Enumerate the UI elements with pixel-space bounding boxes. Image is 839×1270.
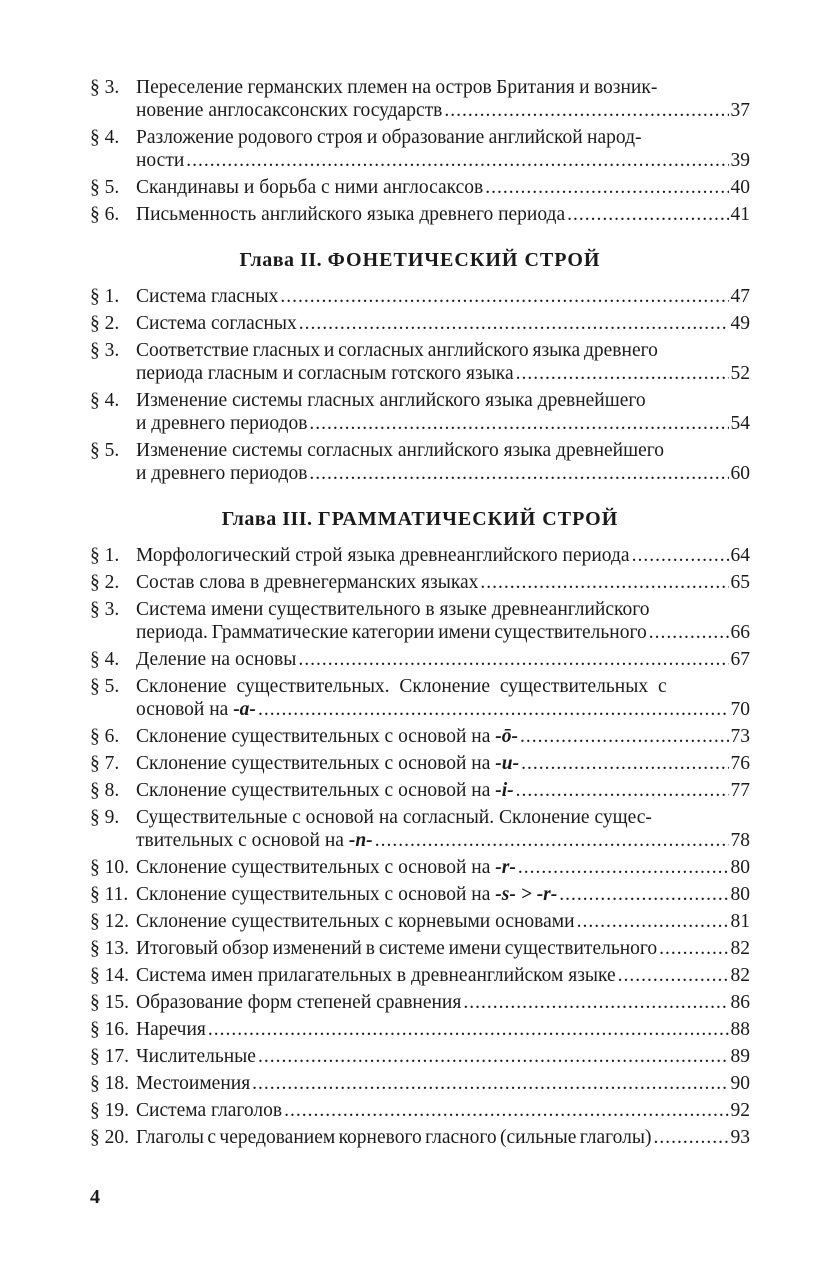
toc-entry xyxy=(90,752,750,775)
section-number: § 13. xyxy=(90,938,129,959)
chapter-label: Глава II. xyxy=(239,249,323,271)
chapter-label: Глава III. xyxy=(221,508,313,530)
stem-marker: -ō- xyxy=(495,726,518,747)
section-number: § 2. xyxy=(90,313,120,334)
section-number: § 7. xyxy=(90,753,120,774)
entry-title: Склонение существительных с основой на xyxy=(136,726,496,747)
page-ref: 78 xyxy=(730,830,750,851)
section-number: § 20. xyxy=(90,1127,129,1148)
entry-title: Система гласных xyxy=(136,286,279,307)
stem-marker: -s- > -r- xyxy=(495,884,558,905)
section-number: § 2. xyxy=(90,572,120,593)
toc-entry xyxy=(90,439,750,485)
entry-title: Склонение существительных с основой на xyxy=(136,780,496,801)
page-ref: 52 xyxy=(730,363,750,384)
section-number: § 16. xyxy=(90,1019,129,1040)
section-number: § 4. xyxy=(90,649,120,670)
chapter-heading xyxy=(90,248,750,272)
page-ref: 89 xyxy=(730,1046,750,1067)
entry-title-line: Склонение существительных. Склонение существительных с xyxy=(136,676,667,697)
page-ref: 77 xyxy=(730,780,750,801)
section-number: § 4. xyxy=(90,390,120,411)
page-ref: 37 xyxy=(730,100,750,121)
entry-title: Местоимения xyxy=(136,1073,251,1094)
entry-title: и древнего периодов xyxy=(136,413,308,434)
section-number: § 14. xyxy=(90,965,129,986)
toc-entry xyxy=(90,937,750,960)
page-ref: 80 xyxy=(730,857,750,878)
section-number: § 3. xyxy=(90,77,120,98)
entry-title: новение англосаксонских государств xyxy=(136,100,443,121)
toc-entry xyxy=(90,571,750,594)
page-ref: 41 xyxy=(730,204,750,225)
section-number: § 9. xyxy=(90,807,120,828)
entry-title-line: Изменение системы согласных английского языка древнейшего xyxy=(136,440,665,461)
chapter-title: ФОНЕТИЧЕСКИЙ СТРОЙ xyxy=(327,249,601,271)
page-ref: 81 xyxy=(730,911,750,932)
entry-title: основой на xyxy=(136,699,234,720)
page-ref: 90 xyxy=(730,1073,750,1094)
entry-title: Образование форм степеней сравнения xyxy=(136,992,462,1013)
page-ref: 93 xyxy=(730,1127,750,1148)
page-ref: 86 xyxy=(730,992,750,1013)
stem-marker: -i- xyxy=(495,780,514,801)
toc-section-chapter2 xyxy=(90,285,750,485)
entry-title-line: Разложение родового строя и образование английской народ- xyxy=(136,127,642,148)
page-ref: 70 xyxy=(730,699,750,720)
page-ref: 66 xyxy=(730,622,750,643)
section-number: § 18. xyxy=(90,1073,129,1094)
entry-title: Деление на основы xyxy=(136,649,297,670)
toc-entry xyxy=(90,176,750,199)
toc-entry xyxy=(90,1072,750,1095)
toc-entry xyxy=(90,675,750,721)
toc-entry xyxy=(90,910,750,933)
section-number: § 10. xyxy=(90,857,129,878)
page-ref: 88 xyxy=(730,1019,750,1040)
page-ref: 60 xyxy=(730,463,750,484)
entry-title-line: Изменение системы гласных английского языка древнейшего xyxy=(136,390,646,411)
toc-entry xyxy=(90,312,750,335)
entry-title: Склонение существительных с основой на xyxy=(136,857,496,878)
stem-marker: -u- xyxy=(495,753,520,774)
toc-entry xyxy=(90,1018,750,1041)
page-ref: 76 xyxy=(730,753,750,774)
entry-title: Склонение существительных с корневыми основами xyxy=(136,911,575,932)
toc-page xyxy=(90,76,750,1149)
section-number: § 1. xyxy=(90,545,120,566)
section-number: § 17. xyxy=(90,1046,129,1067)
toc-entry xyxy=(90,964,750,987)
entry-title: и древнего периодов xyxy=(136,463,308,484)
entry-title: Глаголы с чередованием корневого гласного (сильные глаголы) xyxy=(136,1127,652,1148)
section-number: § 5. xyxy=(90,440,120,461)
entry-title: Система имен прилагательных в древнеанглийском языке xyxy=(136,965,616,986)
entry-title: твительных с основой на xyxy=(136,830,349,851)
toc-entry xyxy=(90,779,750,802)
entry-title-line: Существительные с основой на согласный. Склонение сущес- xyxy=(136,807,652,828)
entry-title: Скандинавы и борьба с ними англосаксов xyxy=(136,177,484,198)
section-number: § 5. xyxy=(90,177,120,198)
toc-entry xyxy=(90,1045,750,1068)
toc-entry xyxy=(90,1126,750,1149)
section-number: § 19. xyxy=(90,1100,129,1121)
stem-marker: -n- xyxy=(348,830,373,851)
toc-entry xyxy=(90,389,750,435)
page-ref: 49 xyxy=(730,313,750,334)
page-ref: 54 xyxy=(730,413,750,434)
toc-entry xyxy=(90,598,750,644)
toc-entry xyxy=(90,856,750,879)
toc-entry xyxy=(90,1099,750,1122)
stem-marker: -r- xyxy=(495,857,516,878)
page-ref: 82 xyxy=(730,965,750,986)
entry-title: Состав слова в древнегерманских языках xyxy=(136,572,479,593)
toc-entry xyxy=(90,285,750,308)
section-number: § 3. xyxy=(90,340,120,361)
page-ref: 82 xyxy=(730,938,750,959)
entry-title: ности xyxy=(136,150,185,171)
toc-entry xyxy=(90,883,750,906)
entry-title-line: Переселение германских племен на остров Британия и возник- xyxy=(136,77,658,98)
entry-title: Итоговый обзор изменений в системе имени существительного xyxy=(136,938,658,959)
entry-title: Числительные xyxy=(136,1046,256,1067)
toc-section-chapter3 xyxy=(90,544,750,1149)
section-number: § 1. xyxy=(90,286,120,307)
page-ref: 65 xyxy=(730,572,750,593)
toc-entry xyxy=(90,339,750,385)
page-ref: 40 xyxy=(730,177,750,198)
page-ref: 64 xyxy=(730,545,750,566)
page-ref: 39 xyxy=(730,150,750,171)
toc-entry xyxy=(90,76,750,122)
section-number: § 6. xyxy=(90,204,120,225)
section-number: § 11. xyxy=(90,884,129,905)
section-number: § 12. xyxy=(90,911,129,932)
toc-entry xyxy=(90,806,750,852)
entry-title-line: Соответствие гласных и согласных английского языка древнего xyxy=(136,340,658,361)
page-number: 4 xyxy=(90,1186,100,1208)
entry-title: Система глаголов xyxy=(136,1100,283,1121)
section-number: § 3. xyxy=(90,599,120,620)
page-ref: 73 xyxy=(730,726,750,747)
toc-entry xyxy=(90,991,750,1014)
entry-title: периода гласным и согласным готского языка xyxy=(136,363,514,384)
chapter-title: ГРАММАТИЧЕСКИЙ СТРОЙ xyxy=(318,508,619,530)
entry-title: Письменность английского языка древнего периода xyxy=(136,204,566,225)
chapter-heading xyxy=(90,507,750,531)
toc-entry xyxy=(90,126,750,172)
page-ref: 67 xyxy=(730,649,750,670)
section-number: § 6. xyxy=(90,726,120,747)
stem-marker: -a- xyxy=(233,699,256,720)
page-ref: 92 xyxy=(730,1100,750,1121)
section-number: § 8. xyxy=(90,780,120,801)
entry-title: Склонение существительных с основой на xyxy=(136,753,496,774)
toc-section-chapter1-tail xyxy=(90,76,750,226)
section-number: § 4. xyxy=(90,127,120,148)
entry-title: периода. Грамматические категории имени существительного xyxy=(136,622,647,643)
entry-title: Система согласных xyxy=(136,313,297,334)
entry-title-line: Система имени существительного в языке древнеанглийского xyxy=(136,599,650,620)
toc-entry xyxy=(90,203,750,226)
section-number: § 5. xyxy=(90,676,120,697)
entry-title: Морфологический строй языка древнеанглийского периода xyxy=(136,545,630,566)
page-ref: 47 xyxy=(730,286,750,307)
toc-entry xyxy=(90,725,750,748)
toc-entry xyxy=(90,648,750,671)
entry-title: Наречия xyxy=(136,1019,206,1040)
entry-title: Склонение существительных с основой на xyxy=(136,884,496,905)
toc-entry xyxy=(90,544,750,567)
page-ref: 80 xyxy=(730,884,750,905)
section-number: § 15. xyxy=(90,992,129,1013)
